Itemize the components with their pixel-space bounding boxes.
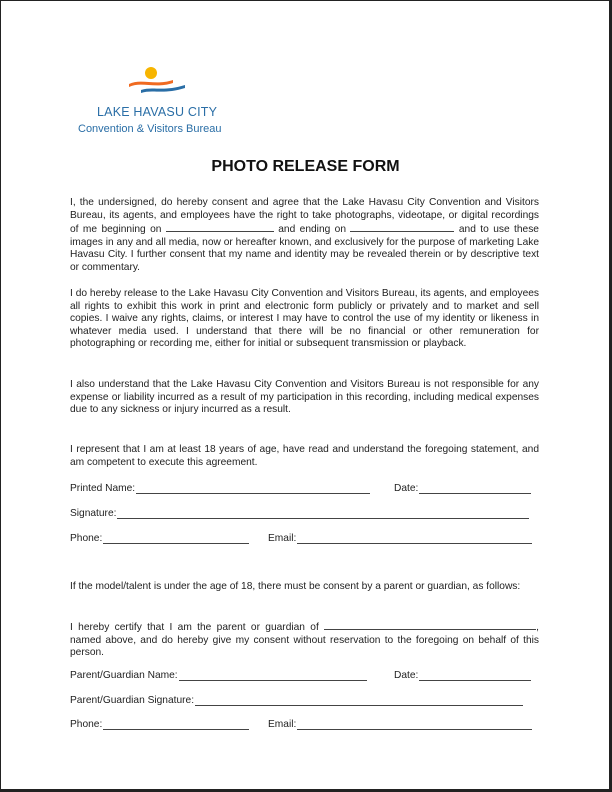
email-line[interactable] — [297, 534, 532, 544]
date-field[interactable] — [394, 483, 531, 494]
email-label: Email: — [268, 533, 297, 544]
end-date-blank[interactable] — [350, 222, 454, 232]
page-title: PHOTO RELEASE FORM — [211, 158, 400, 175]
consent-text-1: I, the undersigned, do hereby consent and agree that the Lake Havasu City Convention and Visitors Bureau, its agents, and employees have the right to take photographs, videotape, or digital recordings of me beginning on — [70, 197, 539, 236]
guardian-text-1: I hereby certify that I am the parent or guardian of — [70, 622, 319, 633]
consent-text-3: and to use these images in any and all media, now or hereafter known, and exclusively for the purpose of marketing Lake Havasu City. I further consent that my name and identity may be revealed therein or by descriptive text or commentary. — [70, 224, 539, 273]
email-field[interactable] — [268, 533, 532, 544]
guardian-phone-label: Phone: — [70, 719, 103, 730]
phone-line[interactable] — [103, 534, 249, 544]
guardian-date-label: Date: — [394, 670, 419, 681]
guardian-signature-field[interactable] — [70, 695, 523, 706]
guardian-phone-field[interactable] — [70, 719, 249, 730]
begin-date-blank[interactable] — [166, 222, 274, 232]
date-label: Date: — [394, 483, 419, 494]
guardian-name-field[interactable] — [70, 670, 367, 681]
signature-field[interactable] — [70, 508, 529, 519]
guardian-email-line[interactable] — [297, 720, 532, 730]
guardian-signature-label: Parent/Guardian Signature: — [70, 695, 195, 706]
phone-field[interactable] — [70, 533, 249, 544]
printed-name-field[interactable] — [70, 483, 370, 494]
printed-name-line[interactable] — [136, 484, 370, 494]
signature-line[interactable] — [117, 509, 529, 519]
guardian-paragraph — [70, 620, 539, 660]
signature-label: Signature: — [70, 508, 117, 519]
minor-notice-paragraph: If the model/talent is under the age of 18, there must be consent by a parent or guardian, as follows: — [70, 581, 521, 592]
logo-city-name: LAKE HAVASU CITY — [97, 105, 218, 119]
guardian-date-line[interactable] — [419, 671, 531, 681]
printed-name-label: Printed Name: — [70, 483, 136, 494]
cvb-logo — [78, 65, 257, 135]
guardian-date-field[interactable] — [394, 670, 531, 681]
sun-waves-icon — [127, 65, 187, 99]
minor-name-blank[interactable] — [324, 620, 536, 630]
guardian-email-label: Email: — [268, 719, 297, 730]
represent-paragraph: I represent that I am at least 18 years of age, have read and understand the foregoing statement, and am competent to execute this agreement. — [70, 444, 539, 468]
guardian-phone-line[interactable] — [103, 720, 249, 730]
guardian-name-line[interactable] — [179, 671, 367, 681]
guardian-text-2: , named above, and do hereby give my consent without reservation to the foregoing on behalf of this person. — [70, 622, 539, 659]
phone-label: Phone: — [70, 533, 103, 544]
consent-paragraph — [70, 197, 539, 275]
guardian-email-field[interactable] — [268, 719, 532, 730]
date-line[interactable] — [419, 484, 531, 494]
logo-bureau-name: Convention & Visitors Bureau — [78, 123, 222, 135]
consent-text-2: and ending on — [278, 224, 347, 236]
guardian-signature-line[interactable] — [195, 696, 523, 706]
release-paragraph: I do hereby release to the Lake Havasu City Convention and Visitors Bureau, its agents, and employees all rights to exhibit this work in print and electronic form publicly or privately and to market and sell copies. I waive any rights, claims, or interest I may have to control the use of my identity or likeness in whatever media used. I understand that there will be no financial or other remuneration for photographing or recording me, either for initial or subsequent transmission or playback. — [70, 288, 539, 350]
liability-paragraph: I also understand that the Lake Havasu City Convention and Visitors Bureau is not responsible for any expense or liability incurred as a result of my participation in this recording, including medical expenses due to any sickness or injury incurred as a result. — [70, 379, 539, 416]
guardian-name-label: Parent/Guardian Name: — [70, 670, 178, 681]
